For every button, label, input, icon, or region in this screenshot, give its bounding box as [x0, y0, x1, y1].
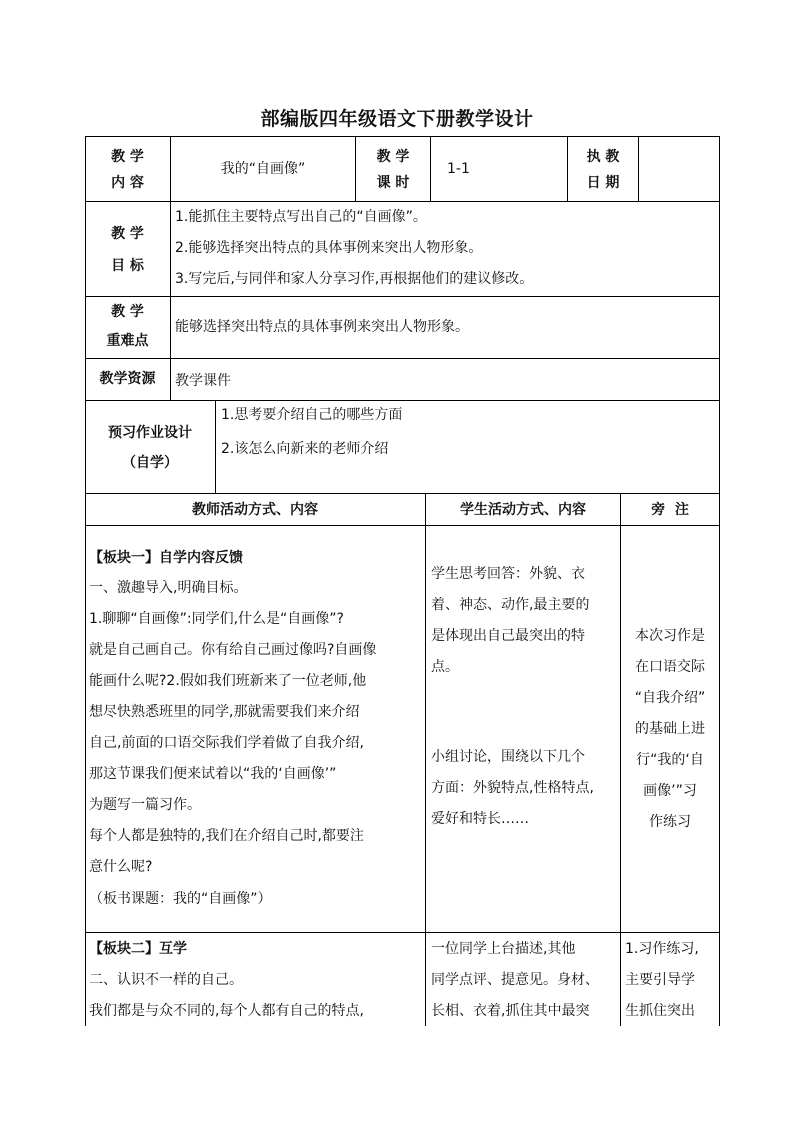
row-divider [85, 400, 720, 401]
block2-teacher-line: 我们都是与众不同的,每个人都有自己的特点, [89, 1003, 364, 1019]
block1-teacher-line: 就是自己画自己。你有给自己画过像吗?自画像 [89, 642, 377, 658]
content-value: 我的“自画像” [220, 161, 306, 177]
resources-label: 教学资源 [99, 371, 156, 387]
row-divider [85, 932, 720, 933]
block1-teacher-line: 每个人都是独特的,我们在介绍自己时,都要注 [89, 828, 364, 844]
col-divider [425, 493, 426, 1026]
block1-note-line: 在口语交际 [635, 659, 705, 675]
document-title: 部编版四年级语文下册教学设计 [260, 108, 534, 130]
key-points-label: 教 学 重难点 [106, 304, 149, 349]
preview-item: 2.该怎么向新来的老师介绍 [221, 441, 389, 457]
block2-student-line: 一位同学上台描述,其他 [431, 941, 576, 957]
table-border-right [719, 136, 720, 1026]
block1-teacher-line: 自己,前面的口语交际我们学着做了自我介绍, [89, 735, 364, 751]
block2-note-line: 主要引导学 [625, 972, 695, 988]
date-label: 执 教 日 期 [586, 149, 620, 191]
goal-item: 3.写完后,与同伴和家人分享习作,再根据他们的建议修改。 [175, 271, 534, 287]
block1-teacher-line: 想尽快熟悉班里的同学,那就需要我们来介绍 [89, 704, 360, 720]
preview-item: 1.思考要介绍自己的哪些方面 [221, 407, 403, 423]
content-label: 教 学 内 容 [111, 149, 144, 191]
preview-label: 预习作业设计 （自学） [108, 425, 192, 471]
goals-label: 教 学 目 标 [111, 226, 144, 274]
col-divider [638, 136, 639, 201]
period-value: 1-1 [447, 161, 470, 177]
lesson-plan-table [85, 136, 720, 1026]
block1-teacher-line: 能画什么呢?2.假如我们班新来了一位老师,他 [89, 673, 367, 689]
block2-teacher-line: 二、认识不一样的自己。 [89, 972, 243, 988]
block1-teacher-line: 意什么呢? [89, 859, 153, 875]
period-label: 教 学 课 时 [376, 149, 410, 191]
teacher-activity-header: 教师活动方式、内容 [192, 502, 318, 518]
notes-header: 旁 注 [651, 502, 689, 518]
block1-teacher-line: 1.聊聊“自画像”:同学们,什么是“自画像”? [89, 611, 344, 627]
block2-student-line: 同学点评、提意见。身材、 [431, 972, 599, 988]
block1-student-line: 小组讨论，围绕以下几个 [431, 749, 585, 765]
block1-teacher-line: （板书课题：我的“自画像”） [89, 891, 272, 907]
key-points-text: 能够选择突出特点的具体事例来突出人物形象。 [175, 319, 469, 335]
block1-student-line: 学生思考回答：外貌、衣 [431, 566, 585, 582]
block1-student-line: 爱好和特长…… [431, 811, 529, 827]
row-divider [85, 201, 720, 202]
block1-note-line: “自我介绍” [634, 690, 706, 706]
block1-note-line: 行“我的‘自 [636, 752, 704, 768]
col-divider [430, 136, 431, 201]
goal-item: 1.能抓住主要特点写出自己的“自画像”。 [175, 209, 427, 225]
block1-teacher-line: 为题写一篇习作。 [89, 797, 201, 813]
block1-note-line: 画像’”习 [643, 783, 697, 799]
row-divider [85, 358, 720, 359]
block1-note-line: 的基础上进 [635, 721, 705, 737]
row-divider [85, 525, 720, 526]
block2-student-line: 长相、衣着,抓住其中最突 [431, 1003, 590, 1019]
block1-note-line: 作练习 [649, 814, 691, 830]
block1-note-line: 本次习作是 [635, 628, 705, 644]
row-divider [85, 493, 720, 494]
block1-student-line: 点。 [431, 659, 459, 675]
goal-item: 2.能够选择突出特点的具体事例来突出人物形象。 [175, 240, 483, 256]
block1-teacher-line: 一、激趣导入,明确目标。 [89, 580, 248, 596]
resources-text: 教学课件 [175, 373, 231, 389]
col-divider [170, 201, 171, 400]
block1-teacher-line: 那这节课我们便来试着以“我的‘自画像’” [89, 766, 337, 782]
block1-heading: 【板块一】自学内容反馈 [89, 550, 243, 566]
block1-student-line: 着、神态、动作,最主要的 [431, 597, 590, 613]
block2-note-line: 1.习作练习, [625, 941, 699, 957]
row-divider [85, 296, 720, 297]
block1-student-line: 方面：外貌特点,性格特点, [431, 780, 594, 796]
block2-note-line: 生抓住突出 [625, 1003, 695, 1019]
table-border-top [85, 136, 720, 137]
student-activity-header: 学生活动方式、内容 [460, 502, 586, 518]
col-divider [215, 400, 216, 493]
block1-student-line: 是体现出自己最突出的特 [431, 628, 585, 644]
block2-heading: 【板块二】互学 [89, 941, 187, 957]
